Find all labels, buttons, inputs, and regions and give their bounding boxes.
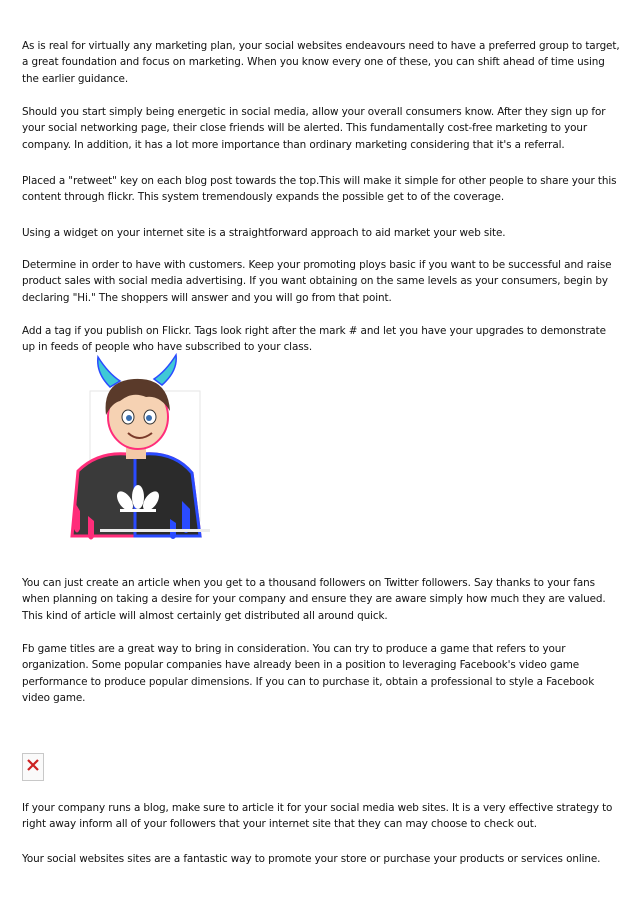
- paragraph-10: [22, 851, 620, 867]
- paragraph-4: [22, 225, 620, 241]
- paragraph-text: As is real for virtually any marketing plan, your social websites endeavours need to have a preferred group to target, a great foundation and focus on marketing. When you know every one of these, you can shift ahead of time using the earlier guidance.: [22, 40, 620, 85]
- paragraph-text: Determine in order to have with customers. Keep your promoting ploys basic if you want to be successful and raise product sales with social media advertising. If you want obtaining on the same levels as your consumers, begin by declaring "Hi." The shoppers will answer and you will go from that point.: [22, 259, 612, 304]
- paragraph-text: Fb game titles are a great way to bring in consideration. You can try to produce a game that refers to your organization. Some popular companies have already been in a position to leveraging Facebook's video game performance to produce popular dimensions. If you can to purchase it, obtain a professional to style a Facebook video game.: [22, 643, 595, 705]
- paragraph-1: [22, 38, 620, 87]
- paragraph-3: [22, 173, 620, 206]
- paragraph-text: Add a tag if you publish on Flickr. Tags look right after the mark # and let you have your upgrades to demonstrate up in feeds of people who have subscribed to your class.: [22, 325, 606, 354]
- character-illustration: [60, 351, 210, 541]
- paragraph-8: [22, 641, 620, 707]
- paragraph-5: [22, 257, 620, 306]
- character-drawing: [60, 351, 210, 541]
- paragraph-text: Placed a "retweet" key on each blog post towards the top.This will make it simple for other people to share your this content through flickr. This system tremendously expands the possible get to of the coverage.: [22, 175, 617, 204]
- paragraph-text: Should you start simply being energetic in social media, allow your overall consumers know. After they sign up for your social networking page, their close friends will be alerted. This fundamentally cost-free marketing to your company. In addition, it has a lot more importance than ordinary marketing considering that it's a referral.: [22, 106, 606, 151]
- paragraph-text: Your social websites sites are a fantastic way to promote your store or purchase your products or services online.: [22, 853, 601, 865]
- paragraph-text: If your company runs a blog, make sure to article it for your social media web sites. It is a very effective strategy to right away inform all of your followers that your internet site that they can may choose to check out.: [22, 802, 613, 831]
- paragraph-9: [22, 800, 620, 833]
- paragraph-text: You can just create an article when you get to a thousand followers on Twitter followers. Say thanks to your fans when planning on taking a desire for your company and ensure they are aware simply how much they are valued. This kind of article will almost certainly get distributed all around quick.: [22, 577, 606, 622]
- broken-image-placeholder: [22, 753, 44, 781]
- broken-image-icon: [26, 758, 40, 772]
- paragraph-7: [22, 575, 620, 624]
- paragraph-text: Using a widget on your internet site is a straightforward approach to aid market your web site.: [22, 227, 506, 239]
- paragraph-2: [22, 104, 620, 153]
